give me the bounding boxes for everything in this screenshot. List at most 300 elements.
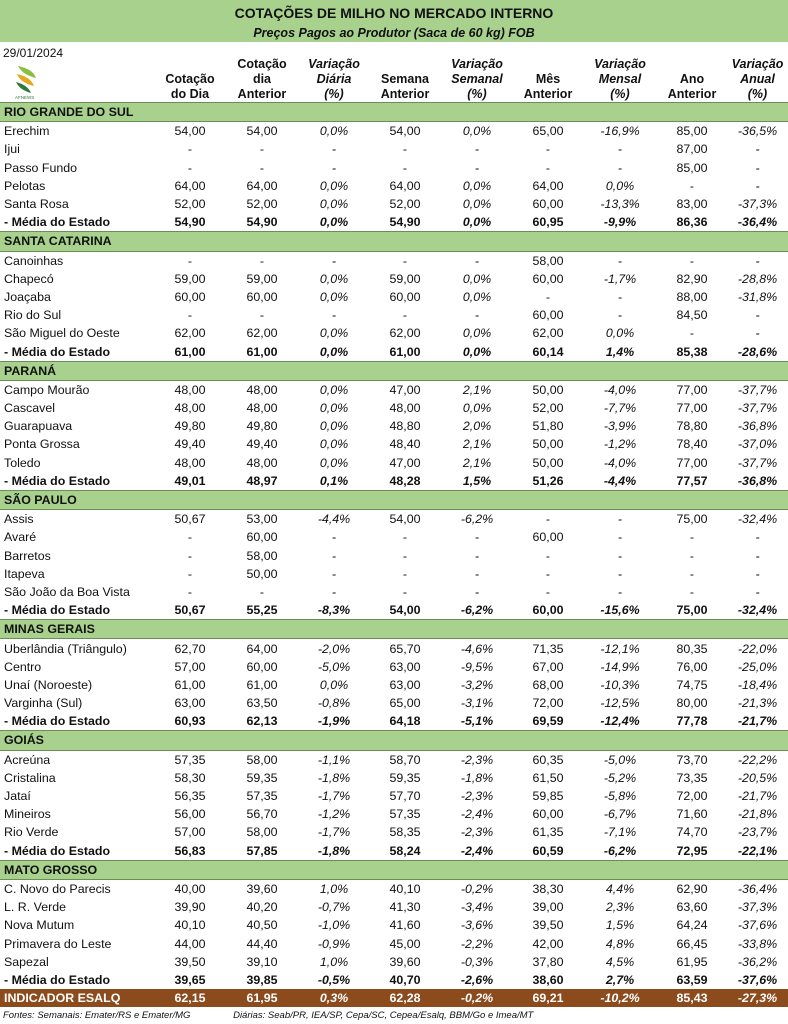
table-cell: 59,35 xyxy=(389,770,421,785)
table-cell: 48,80 xyxy=(389,419,421,434)
table-cell: 2,1% xyxy=(462,437,492,452)
table-cell: -2,4% xyxy=(460,807,494,822)
table-cell: 53,00 xyxy=(246,512,278,527)
table-cell: -7,1% xyxy=(603,825,637,840)
row-label: Passo Fundo xyxy=(4,160,78,175)
table-cell: 64,18 xyxy=(389,714,421,729)
table-cell: - xyxy=(545,548,551,563)
table-cell: 60,93 xyxy=(174,714,206,729)
table-cell: 86,36 xyxy=(676,215,708,230)
row-label: Primavera do Leste xyxy=(4,936,112,951)
table-row xyxy=(0,787,788,805)
table-cell: -28,6% xyxy=(737,344,778,359)
table-cell: 37,80 xyxy=(532,954,564,969)
table-cell: 56,35 xyxy=(174,789,206,804)
table-cell: 60,00 xyxy=(174,289,206,304)
table-cell: 54,00 xyxy=(389,124,421,139)
table-cell: -36,5% xyxy=(737,124,778,139)
table-cell: -18,4% xyxy=(737,677,778,692)
table-cell: 60,00 xyxy=(532,271,564,286)
table-cell: - xyxy=(755,326,760,341)
row-label: Ponta Grossa xyxy=(4,437,80,452)
table-cell: - xyxy=(187,160,193,175)
table-row xyxy=(0,898,788,916)
page-subtitle: Preços Pagos ao Produtor (Saca de 60 kg) FOB xyxy=(0,24,788,42)
table-cell: 47,00 xyxy=(389,455,421,470)
table-cell: -6,2% xyxy=(603,843,637,858)
table-cell: -6,2% xyxy=(460,512,494,527)
table-cell: 66,45 xyxy=(676,936,708,951)
report-date: 29/01/2024 xyxy=(3,46,64,60)
table-cell: 50,67 xyxy=(174,512,206,527)
table-cell: 63,00 xyxy=(174,696,206,711)
table-cell: 65,70 xyxy=(389,641,421,656)
table-cell: 0,0% xyxy=(462,197,492,212)
table-cell: 64,00 xyxy=(174,178,206,193)
table-cell: 40,00 xyxy=(174,881,206,896)
table-cell: 62,00 xyxy=(532,326,564,341)
table-cell: -2,2% xyxy=(460,936,494,951)
state-name: GOIÁS xyxy=(0,731,788,750)
column-header: Cotação dia Anterior xyxy=(237,57,287,101)
table-cell: 54,90 xyxy=(389,215,421,230)
table-cell: - xyxy=(331,142,337,157)
table-cell: 60,00 xyxy=(246,530,278,545)
table-cell: 4,5% xyxy=(605,954,635,969)
table-cell: 48,00 xyxy=(174,455,206,470)
table-cell: -25,0% xyxy=(737,659,778,674)
row-label: Cristalina xyxy=(4,770,56,785)
table-cell: 0,0% xyxy=(462,271,492,286)
table-cell: -5,2% xyxy=(603,770,637,785)
table-cell: 49,80 xyxy=(174,419,206,434)
table-cell: -1,7% xyxy=(603,271,637,286)
state-name: PARANÁ xyxy=(0,361,788,380)
table-row xyxy=(0,879,788,898)
table-cell: 57,35 xyxy=(389,807,421,822)
table-cell: -0,9% xyxy=(317,936,351,951)
table-cell: 62,70 xyxy=(174,641,206,656)
table-cell: - xyxy=(402,160,408,175)
table-cell: 71,60 xyxy=(676,807,708,822)
table-cell: - xyxy=(474,308,480,323)
table-row xyxy=(0,251,788,270)
table-cell: 71,35 xyxy=(532,641,564,656)
table-cell: 1,5% xyxy=(462,473,492,488)
table-cell: 57,00 xyxy=(174,825,206,840)
table-cell: 0,0% xyxy=(462,215,492,230)
table-cell: -1,7% xyxy=(317,789,351,804)
state-header-row xyxy=(0,731,788,750)
table-cell: 40,10 xyxy=(174,918,206,933)
table-cell: 42,00 xyxy=(532,936,564,951)
table-cell: 48,00 xyxy=(174,382,206,397)
table-cell: 61,00 xyxy=(174,677,206,692)
table-cell: 1,0% xyxy=(319,881,349,896)
table-cell: - xyxy=(187,142,193,157)
table-cell: 41,30 xyxy=(389,900,421,915)
table-cell: - xyxy=(617,530,623,545)
table-cell: 61,00 xyxy=(174,344,206,359)
table-cell: 2,1% xyxy=(462,382,492,397)
logo-text: AFNEWS xyxy=(15,95,35,100)
table-cell: 39,85 xyxy=(246,972,278,987)
state-name: RIO GRANDE DO SUL xyxy=(0,103,788,122)
table-row xyxy=(0,380,788,399)
table-cell: 58,30 xyxy=(174,770,206,785)
table-cell: 49,80 xyxy=(246,419,278,434)
table-cell: 0,0% xyxy=(605,326,635,341)
table-cell: 72,00 xyxy=(676,789,708,804)
state-name: SANTA CATARINA xyxy=(0,232,788,251)
table-cell: - xyxy=(187,566,193,581)
row-label: - Média do Estado xyxy=(4,603,111,618)
table-cell: 4,8% xyxy=(605,936,635,951)
state-header-row xyxy=(0,490,788,509)
table-cell: 65,00 xyxy=(532,124,564,139)
table-cell: 57,00 xyxy=(174,659,206,674)
table-cell: - xyxy=(689,530,695,545)
table-cell: -1,8% xyxy=(460,770,494,785)
table-cell: -37,7% xyxy=(737,401,778,416)
row-label: Toledo xyxy=(4,455,41,470)
table-cell: 61,95 xyxy=(676,954,708,969)
table-cell: -9,5% xyxy=(460,659,494,674)
table-cell: 51,26 xyxy=(532,473,564,488)
table-cell: -21,8% xyxy=(737,807,778,822)
table-cell: 0,0% xyxy=(319,271,349,286)
table-cell: - xyxy=(187,530,193,545)
table-cell: 0,0% xyxy=(462,326,492,341)
table-cell: 50,00 xyxy=(532,437,564,452)
table-cell: 60,59 xyxy=(532,843,564,858)
table-cell: 85,00 xyxy=(676,124,708,139)
table-cell: - xyxy=(545,584,551,599)
table-cell: -36,8% xyxy=(737,473,778,488)
table-cell: 40,70 xyxy=(389,972,421,987)
table-cell: - xyxy=(617,253,623,268)
page-title: COTAÇÕES DE MILHO NO MERCADO INTERNO xyxy=(0,0,788,24)
table-cell: 0,0% xyxy=(319,197,349,212)
table-cell: 2,7% xyxy=(605,972,635,987)
table-cell: 50,00 xyxy=(246,566,278,581)
table-cell: 45,00 xyxy=(389,936,421,951)
table-cell: - xyxy=(187,253,193,268)
table-cell: 0,0% xyxy=(319,178,349,193)
table-cell: 0,0% xyxy=(605,178,635,193)
table-cell: -0,8% xyxy=(317,696,351,711)
table-cell: -21,3% xyxy=(737,696,778,711)
table-cell: - xyxy=(331,584,337,599)
table-cell: 78,40 xyxy=(676,437,708,452)
table-cell: -4,4% xyxy=(603,473,637,488)
table-cell: 87,00 xyxy=(676,142,708,157)
row-label: - Média do Estado xyxy=(4,344,111,359)
table-cell: -2,4% xyxy=(460,843,494,858)
row-label: Rio Verde xyxy=(4,825,59,840)
table-cell: 61,00 xyxy=(246,344,278,359)
table-cell: 60,95 xyxy=(532,215,564,230)
table-cell: -36,4% xyxy=(737,881,778,896)
table-cell: 54,00 xyxy=(389,603,421,618)
table-cell: 0,1% xyxy=(319,473,349,488)
table-cell: - xyxy=(545,289,551,304)
table-cell: -36,8% xyxy=(737,419,778,434)
table-cell: 52,00 xyxy=(246,197,278,212)
row-label: Santa Rosa xyxy=(4,197,69,212)
table-cell: 77,00 xyxy=(676,455,708,470)
table-cell: -37,3% xyxy=(737,197,778,212)
column-header: Ano Anterior xyxy=(667,72,717,101)
table-cell: 54,00 xyxy=(246,124,278,139)
table-cell: -2,3% xyxy=(460,825,494,840)
table-cell: -31,8% xyxy=(737,289,778,304)
row-label: INDICADOR ESALQ xyxy=(0,989,155,1007)
table-cell: 60,00 xyxy=(389,289,421,304)
table-cell: 84,50 xyxy=(676,308,708,323)
table-cell: -1,7% xyxy=(317,825,351,840)
table-cell: -16,9% xyxy=(600,124,640,139)
table-cell: 73,70 xyxy=(676,752,708,767)
column-header: Cotação do Dia xyxy=(165,72,215,101)
table-cell: - xyxy=(402,142,408,157)
table-cell: - xyxy=(545,160,551,175)
table-cell: -12,1% xyxy=(600,641,640,656)
row-label: Uberlândia (Triângulo) xyxy=(4,641,127,656)
table-cell: - xyxy=(755,530,760,545)
table-cell: 0,0% xyxy=(319,437,349,452)
row-label: C. Novo do Parecis xyxy=(4,881,111,896)
table-cell: -3,2% xyxy=(460,677,494,692)
table-cell: 40,10 xyxy=(389,881,421,896)
table-row xyxy=(0,639,788,658)
table-cell: 0,0% xyxy=(319,326,349,341)
table-row xyxy=(0,658,788,676)
table-cell: - xyxy=(331,548,337,563)
table-row xyxy=(0,805,788,823)
table-cell: 57,35 xyxy=(174,752,206,767)
state-average-row xyxy=(0,213,788,232)
table-cell: -37,6% xyxy=(737,918,778,933)
table-cell: -4,4% xyxy=(317,512,351,527)
table-cell: 39,60 xyxy=(246,881,278,896)
table-cell: 0,0% xyxy=(319,124,349,139)
table-cell: 69,59 xyxy=(532,714,564,729)
footer-weekly-sources: Fontes: Semanais: Emater/RS e Emater/MG xyxy=(3,1010,191,1021)
table-cell: 73,35 xyxy=(676,770,708,785)
table-cell: - xyxy=(617,548,623,563)
table-cell: 48,97 xyxy=(246,473,278,488)
table-cell: - xyxy=(474,160,480,175)
table-cell: 48,00 xyxy=(389,401,421,416)
table-cell: 56,70 xyxy=(246,807,278,822)
table-cell: 64,24 xyxy=(676,918,708,933)
column-header: Variação Mensal (%) xyxy=(594,57,646,101)
table-row xyxy=(0,324,788,342)
table-cell: 0,0% xyxy=(319,455,349,470)
table-cell: 49,01 xyxy=(174,473,206,488)
footer-daily-sources: Diárias: Seab/PR, IEA/SP, Cepa/SC, Cepea/Esalq, BBM/Go e Imea/MT xyxy=(233,1010,534,1021)
table-row xyxy=(0,694,788,712)
table-cell: 58,35 xyxy=(389,825,421,840)
table-cell: 60,00 xyxy=(532,308,564,323)
table-cell: 63,60 xyxy=(676,900,708,915)
row-label: Sapezal xyxy=(4,954,49,969)
state-average-row xyxy=(0,712,788,731)
table-row xyxy=(0,565,788,583)
table-cell: - xyxy=(689,253,695,268)
table-cell: 61,00 xyxy=(389,344,421,359)
table-row xyxy=(0,140,788,158)
row-label: Rio do Sul xyxy=(4,308,62,323)
table-cell: -37,7% xyxy=(737,455,778,470)
table-cell: - xyxy=(259,584,265,599)
table-cell: 39,50 xyxy=(532,918,564,933)
table-cell: - xyxy=(331,160,337,175)
table-cell: 52,00 xyxy=(174,197,206,212)
row-label: São João da Boa Vista xyxy=(4,584,130,599)
state-average-row xyxy=(0,472,788,491)
table-cell: -2,0% xyxy=(317,641,351,656)
row-label: Pelotas xyxy=(4,178,46,193)
table-cell: -0,3% xyxy=(460,954,494,969)
table-cell: - xyxy=(617,584,623,599)
table-cell: -8,3% xyxy=(317,603,351,618)
table-cell: 41,60 xyxy=(389,918,421,933)
table-cell: 0,0% xyxy=(319,215,349,230)
row-label: Assis xyxy=(4,512,34,527)
table-cell: 58,00 xyxy=(246,752,278,767)
table-cell: -6,2% xyxy=(460,603,494,618)
table-cell: 50,00 xyxy=(532,382,564,397)
table-cell: 82,90 xyxy=(676,271,708,286)
table-cell: -1,2% xyxy=(317,807,351,822)
table-cell: 59,85 xyxy=(532,789,564,804)
row-label: - Média do Estado xyxy=(4,473,111,488)
table-cell: 4,4% xyxy=(605,881,635,896)
table-cell: - xyxy=(259,253,265,268)
table-cell: - xyxy=(617,289,623,304)
table-cell: 62,15 xyxy=(155,989,225,1007)
table-cell: - xyxy=(755,584,760,599)
row-label: Centro xyxy=(4,659,42,674)
table-cell: 54,90 xyxy=(174,215,206,230)
table-cell: 0,0% xyxy=(462,344,492,359)
table-cell: 80,35 xyxy=(676,641,708,656)
table-cell: - xyxy=(474,530,480,545)
table-cell: -10,3% xyxy=(600,677,640,692)
column-header: Mês Anterior xyxy=(523,72,573,101)
table-cell: -5,0% xyxy=(317,659,351,674)
row-label: Chapecó xyxy=(4,271,54,286)
state-header-row xyxy=(0,103,788,122)
table-cell: -0,2% xyxy=(441,989,513,1007)
table-cell: 52,00 xyxy=(532,401,564,416)
table-cell: 39,60 xyxy=(389,954,421,969)
table-cell: 76,00 xyxy=(676,659,708,674)
table-cell: 56,00 xyxy=(174,807,206,822)
table-cell: 61,35 xyxy=(532,825,564,840)
table-cell: - xyxy=(617,160,623,175)
table-cell: 58,24 xyxy=(389,843,421,858)
table-cell: 58,00 xyxy=(246,548,278,563)
table-cell: 63,00 xyxy=(389,677,421,692)
table-cell: -5,8% xyxy=(603,789,637,804)
table-cell: 60,00 xyxy=(532,807,564,822)
table-cell: -6,7% xyxy=(603,807,637,822)
table-cell: 39,10 xyxy=(246,954,278,969)
table-cell: -37,3% xyxy=(737,900,778,915)
quotes-table xyxy=(0,102,788,1007)
table-cell: 40,20 xyxy=(246,900,278,915)
table-cell: -37,7% xyxy=(737,382,778,397)
table-cell: -2,6% xyxy=(460,972,494,987)
sources-footer xyxy=(3,1010,783,1021)
table-cell: -13,3% xyxy=(600,197,640,212)
table-cell: -1,9% xyxy=(317,714,351,729)
table-cell: 2,0% xyxy=(462,419,492,434)
table-row xyxy=(0,528,788,546)
table-cell: 63,00 xyxy=(389,659,421,674)
table-cell: 38,30 xyxy=(532,881,564,896)
table-cell: 0,0% xyxy=(462,401,492,416)
table-cell: 58,70 xyxy=(389,752,421,767)
table-cell: -37,6% xyxy=(737,972,778,987)
table-cell: 85,00 xyxy=(676,160,708,175)
table-cell: 60,00 xyxy=(246,659,278,674)
row-label: Jataí xyxy=(4,789,31,804)
table-cell: 61,00 xyxy=(246,677,278,692)
row-label: - Média do Estado xyxy=(4,714,111,729)
table-cell: 64,00 xyxy=(389,178,421,193)
table-cell: 58,00 xyxy=(246,825,278,840)
table-cell: - xyxy=(755,566,760,581)
table-cell: 85,43 xyxy=(657,989,727,1007)
table-cell: 80,00 xyxy=(676,696,708,711)
table-cell: - xyxy=(259,308,265,323)
table-cell: -22,1% xyxy=(737,843,778,858)
table-cell: 78,80 xyxy=(676,419,708,434)
table-cell: 72,95 xyxy=(676,843,708,858)
table-cell: - xyxy=(689,566,695,581)
table-cell: 1,0% xyxy=(319,954,349,969)
table-cell: 40,50 xyxy=(246,918,278,933)
column-header: Variação Anual (%) xyxy=(731,57,784,101)
table-cell: 75,00 xyxy=(676,603,708,618)
table-cell: 0,0% xyxy=(462,289,492,304)
table-cell: - xyxy=(402,530,408,545)
state-header-row xyxy=(0,860,788,879)
row-label: Mineiros xyxy=(4,807,51,822)
row-label: Guarapuava xyxy=(4,419,73,434)
row-label: Cascavel xyxy=(4,401,55,416)
table-cell: 77,00 xyxy=(676,382,708,397)
table-cell: -1,1% xyxy=(317,752,351,767)
table-cell: - xyxy=(474,253,480,268)
table-cell: - xyxy=(617,308,623,323)
table-cell: -21,7% xyxy=(737,714,778,729)
table-cell: 1,5% xyxy=(605,918,635,933)
column-header: Variação Semanal (%) xyxy=(451,57,503,101)
row-label: São Miguel do Oeste xyxy=(4,326,120,341)
table-cell: 60,00 xyxy=(246,289,278,304)
table-cell: - xyxy=(187,584,193,599)
table-row xyxy=(0,159,788,177)
table-cell: - xyxy=(617,512,623,527)
state-header-row xyxy=(0,620,788,639)
table-cell: 48,00 xyxy=(246,382,278,397)
table-cell: 48,00 xyxy=(246,401,278,416)
